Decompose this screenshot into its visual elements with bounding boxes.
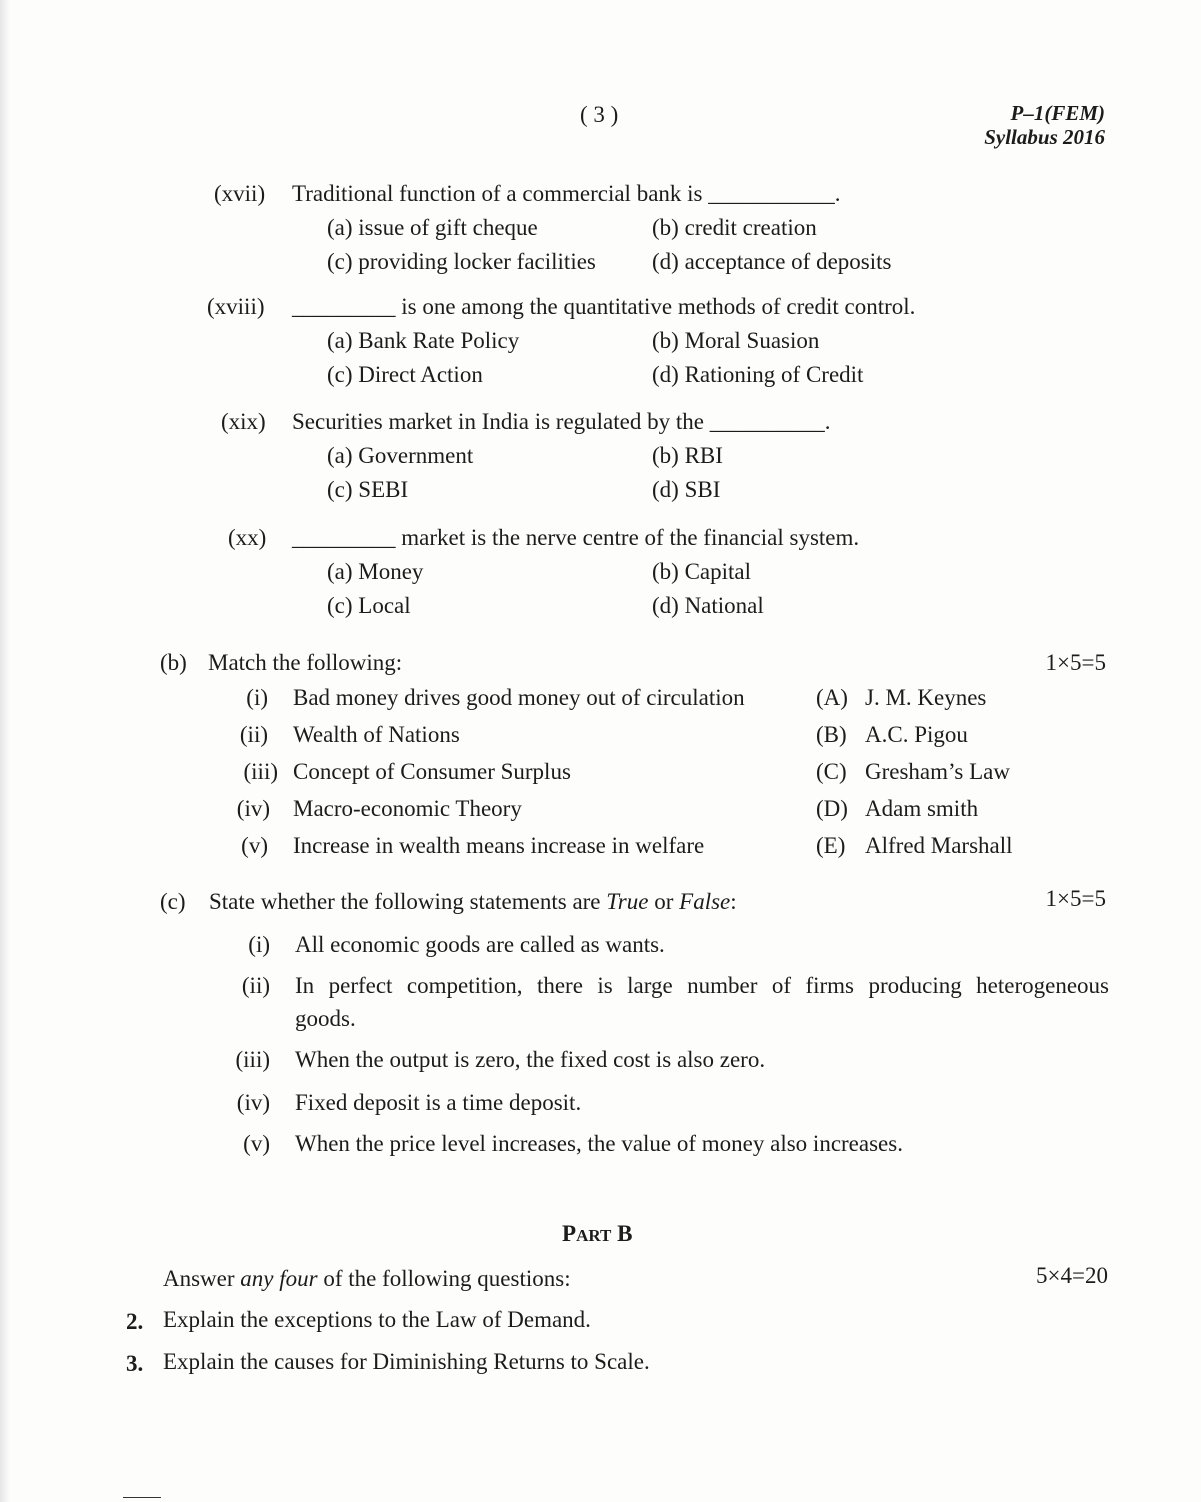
item-answer: Adam smith: [865, 796, 979, 821]
item-number: (iv): [236, 1090, 270, 1115]
statement-text: All economic goods are called as wants.: [295, 932, 665, 957]
item-text: Concept of Consumer Surplus: [293, 759, 571, 784]
option-a: (a) Money: [327, 559, 424, 584]
option-a: (a) Bank Rate Policy: [327, 328, 520, 353]
answer-blank: _________: [292, 294, 396, 319]
answer-blank: ___________: [708, 181, 835, 206]
question-text: Explain the causes for Diminishing Returns to Scale.: [163, 1349, 650, 1374]
marks-label: 5×4=20: [1036, 1263, 1108, 1288]
option-b: (b) Capital: [652, 559, 751, 584]
item-number: (v): [243, 1131, 270, 1156]
marks-label: 1×5=5: [1045, 886, 1106, 911]
option-a: (a) Government: [327, 443, 474, 468]
question-number: (xix): [221, 409, 266, 434]
part-b-heading: PART B: [562, 1221, 633, 1246]
option-a: (a) issue of gift cheque: [327, 215, 538, 240]
question-number: (xvii): [214, 181, 266, 206]
option-c: (c) providing locker facilities: [327, 249, 596, 274]
item-number: (v): [241, 833, 268, 858]
page-edge-shadow: [0, 0, 10, 1502]
item-text: Wealth of Nations: [293, 722, 460, 747]
option-d: (d) Rationing of Credit: [652, 362, 864, 387]
option-c: (c) Local: [327, 593, 411, 618]
question-number: (xx): [228, 525, 267, 550]
item-answer: Gresham’s Law: [865, 759, 1010, 784]
option-b: (b) Moral Suasion: [652, 328, 820, 353]
item-number: (i): [248, 932, 270, 957]
option-b: (b) credit creation: [652, 215, 817, 240]
item-number: (iv): [236, 796, 270, 821]
option-d: (d) SBI: [652, 477, 721, 502]
section-label: (c): [160, 889, 186, 914]
marks-label: 1×5=5: [1045, 650, 1106, 675]
answer-blank: _________: [292, 525, 396, 550]
item-letter: (B): [816, 722, 847, 747]
statement-text: In perfect competition, there is large number of firms producing heterogeneous: [295, 973, 1109, 998]
option-b: (b) RBI: [652, 443, 723, 468]
statement-text: Fixed deposit is a time deposit.: [295, 1090, 582, 1115]
option-d: (d) National: [652, 593, 764, 618]
item-letter: (A): [816, 685, 848, 710]
question-text: Explain the exceptions to the Law of Demand.: [163, 1307, 591, 1332]
part-b-instruction: Answer any four of the following questions:: [163, 1266, 571, 1291]
question-stem: Traditional function of a commercial bank is ___________.: [292, 181, 841, 206]
item-number: (ii): [239, 722, 268, 747]
paper-code: P–1(FEM): [1010, 101, 1105, 125]
answer-blank: __________: [709, 409, 825, 434]
item-letter: (C): [816, 759, 847, 784]
item-letter: (E): [816, 833, 846, 858]
question-stem: _________ market is the nerve centre of the financial system.: [292, 525, 860, 550]
syllabus-label: Syllabus 2016: [984, 125, 1105, 149]
item-number: (i): [246, 685, 268, 710]
question-number: 3.: [126, 1351, 144, 1376]
statement-text-continued: goods.: [295, 1006, 356, 1031]
statement-text: When the output is zero, the fixed cost is also zero.: [295, 1047, 766, 1072]
section-title: State whether the following statements are True or False:: [209, 889, 737, 914]
item-number: (ii): [241, 973, 270, 998]
question-stem: Securities market in India is regulated by the __________.: [292, 409, 831, 434]
item-number: (iii): [235, 1047, 270, 1072]
item-number: (iii): [243, 759, 278, 784]
question-stem: _________ is one among the quantitative methods of credit control.: [292, 294, 916, 319]
item-answer: J. M. Keynes: [865, 685, 987, 710]
question-number: 2.: [126, 1309, 144, 1334]
footer-rule: [123, 1497, 161, 1498]
item-text: Increase in wealth means increase in welfare: [293, 833, 705, 858]
option-c: (c) SEBI: [327, 477, 409, 502]
section-title: Match the following:: [208, 650, 403, 675]
question-number: (xviii): [207, 294, 265, 319]
statement-text: When the price level increases, the value of money also increases.: [295, 1131, 903, 1156]
item-answer: Alfred Marshall: [865, 833, 1013, 858]
item-text: Macro-economic Theory: [293, 796, 522, 821]
item-text: Bad money drives good money out of circulation: [293, 685, 745, 710]
section-label: (b): [160, 650, 187, 675]
option-d: (d) acceptance of deposits: [652, 249, 892, 274]
item-answer: A.C. Pigou: [865, 722, 968, 747]
option-c: (c) Direct Action: [327, 362, 483, 387]
page-number: ( 3 ): [580, 102, 619, 127]
item-letter: (D): [816, 796, 848, 821]
